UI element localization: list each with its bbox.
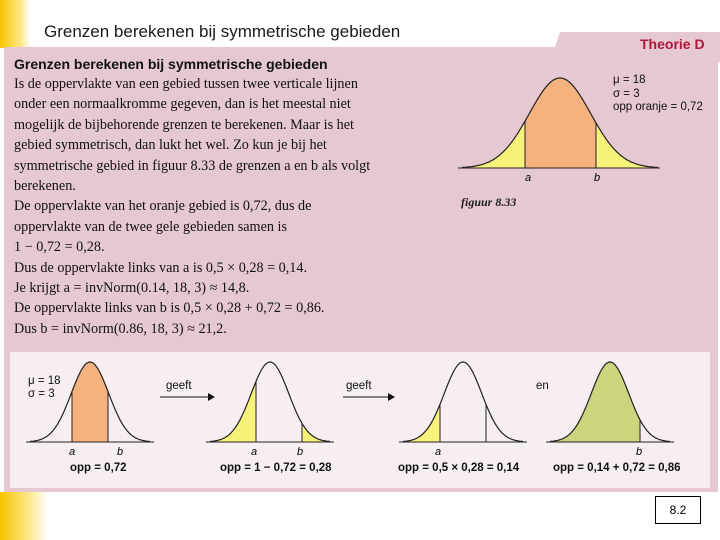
corner-accent-top [0, 0, 30, 48]
arrow-label-2: geeft [346, 380, 372, 392]
bottom-curve-1-middle-area [72, 362, 108, 442]
fig-label-b: b [594, 172, 601, 184]
page-number: 8.2 [655, 496, 701, 524]
param-sigma: σ = 3 [613, 87, 640, 100]
bottom-param-sigma: σ = 3 [28, 388, 55, 400]
fig-right-area [596, 123, 658, 168]
text-line: 1 − 0,72 = 0,28. [14, 239, 105, 256]
fig-label-a: a [525, 172, 532, 184]
theory-tab-label: Theorie D [640, 36, 705, 52]
bottom-curve-label-b: b [117, 446, 124, 458]
figure-params [613, 74, 703, 115]
fig-left-area [462, 121, 525, 168]
text-line: gebied symmetrisch, dan lukt het wel. Zo kun je bij het [14, 137, 327, 154]
text-line: Dus b = invNorm(0.86, 18, 3) ≈ 21,2. [14, 320, 227, 337]
param-mu: μ = 18 [613, 74, 646, 86]
text-line: berekenen. [14, 178, 76, 195]
bottom-curve-label-a: a [251, 446, 258, 458]
bottom-curve-3-left-area [403, 404, 440, 442]
text-line: onder een normaalkromme gegeven, dan is het meestal niet [14, 96, 351, 113]
bottom-curve-label-b: b [297, 446, 304, 458]
bottom-param-mu: μ = 18 [28, 375, 61, 387]
figure-caption: figuur 8.33 [461, 195, 517, 209]
text-line: Dus de oppervlakte links van a is 0,5 × 0,28 = 0,14. [14, 259, 308, 276]
bottom-curve-4-left-area [550, 362, 640, 442]
slide-title: Grenzen berekenen bij symmetrische gebieden [44, 22, 401, 41]
text-line: mogelijk de bijbehorende grenzen te berekenen. Maar is het [14, 116, 354, 133]
bottom-curve-label-b: b [636, 446, 643, 458]
bottom-curve-2-line [210, 362, 330, 442]
connector-label: en [536, 380, 549, 392]
bottom-curve-2-left-area [210, 382, 256, 443]
bottom-curve-2-right-area [302, 423, 330, 442]
opp-label-4: opp = 0,14 + 0,72 = 0,86 [553, 462, 681, 474]
opp-label-1: opp = 0,72 [70, 462, 127, 474]
text-line: Is de oppervlakte van een gebied tussen twee verticale lijnen [14, 76, 358, 92]
arrow-head-2 [388, 393, 395, 401]
param-opp: opp oranje = 0,72 [613, 101, 703, 113]
opp-label-3: opp = 0,5 × 0,28 = 0,14 [398, 462, 520, 474]
theory-text [14, 74, 444, 339]
opp-label-2: opp = 1 − 0,72 = 0,28 [220, 462, 332, 474]
corner-accent-bottom [0, 492, 48, 540]
text-line: oppervlakte van de twee gele gebieden samen is [14, 218, 287, 235]
text-line: Je krijgt a = invNorm(0.14, 18, 3) ≈ 14,8. [14, 280, 250, 297]
bottom-curve-label-a: a [69, 446, 76, 458]
fig-middle-area [525, 78, 596, 168]
bottom-params [28, 375, 61, 401]
text-line: symmetrische gebied in figuur 8.33 de grenzen a en b als volgt [14, 157, 371, 174]
text-line: De oppervlakte links van b is 0,5 × 0,28 + 0,72 = 0,86. [14, 300, 325, 317]
theory-heading: Grenzen berekenen bij symmetrische gebieden [14, 56, 328, 72]
bottom-curve-label-a: a [435, 446, 442, 458]
text-line: De oppervlakte van het oranje gebied is 0,72, dus de [14, 198, 312, 215]
arrow-head-1 [208, 393, 215, 401]
bottom-curve-3-line [403, 362, 523, 442]
arrow-label-1: geeft [166, 380, 192, 392]
